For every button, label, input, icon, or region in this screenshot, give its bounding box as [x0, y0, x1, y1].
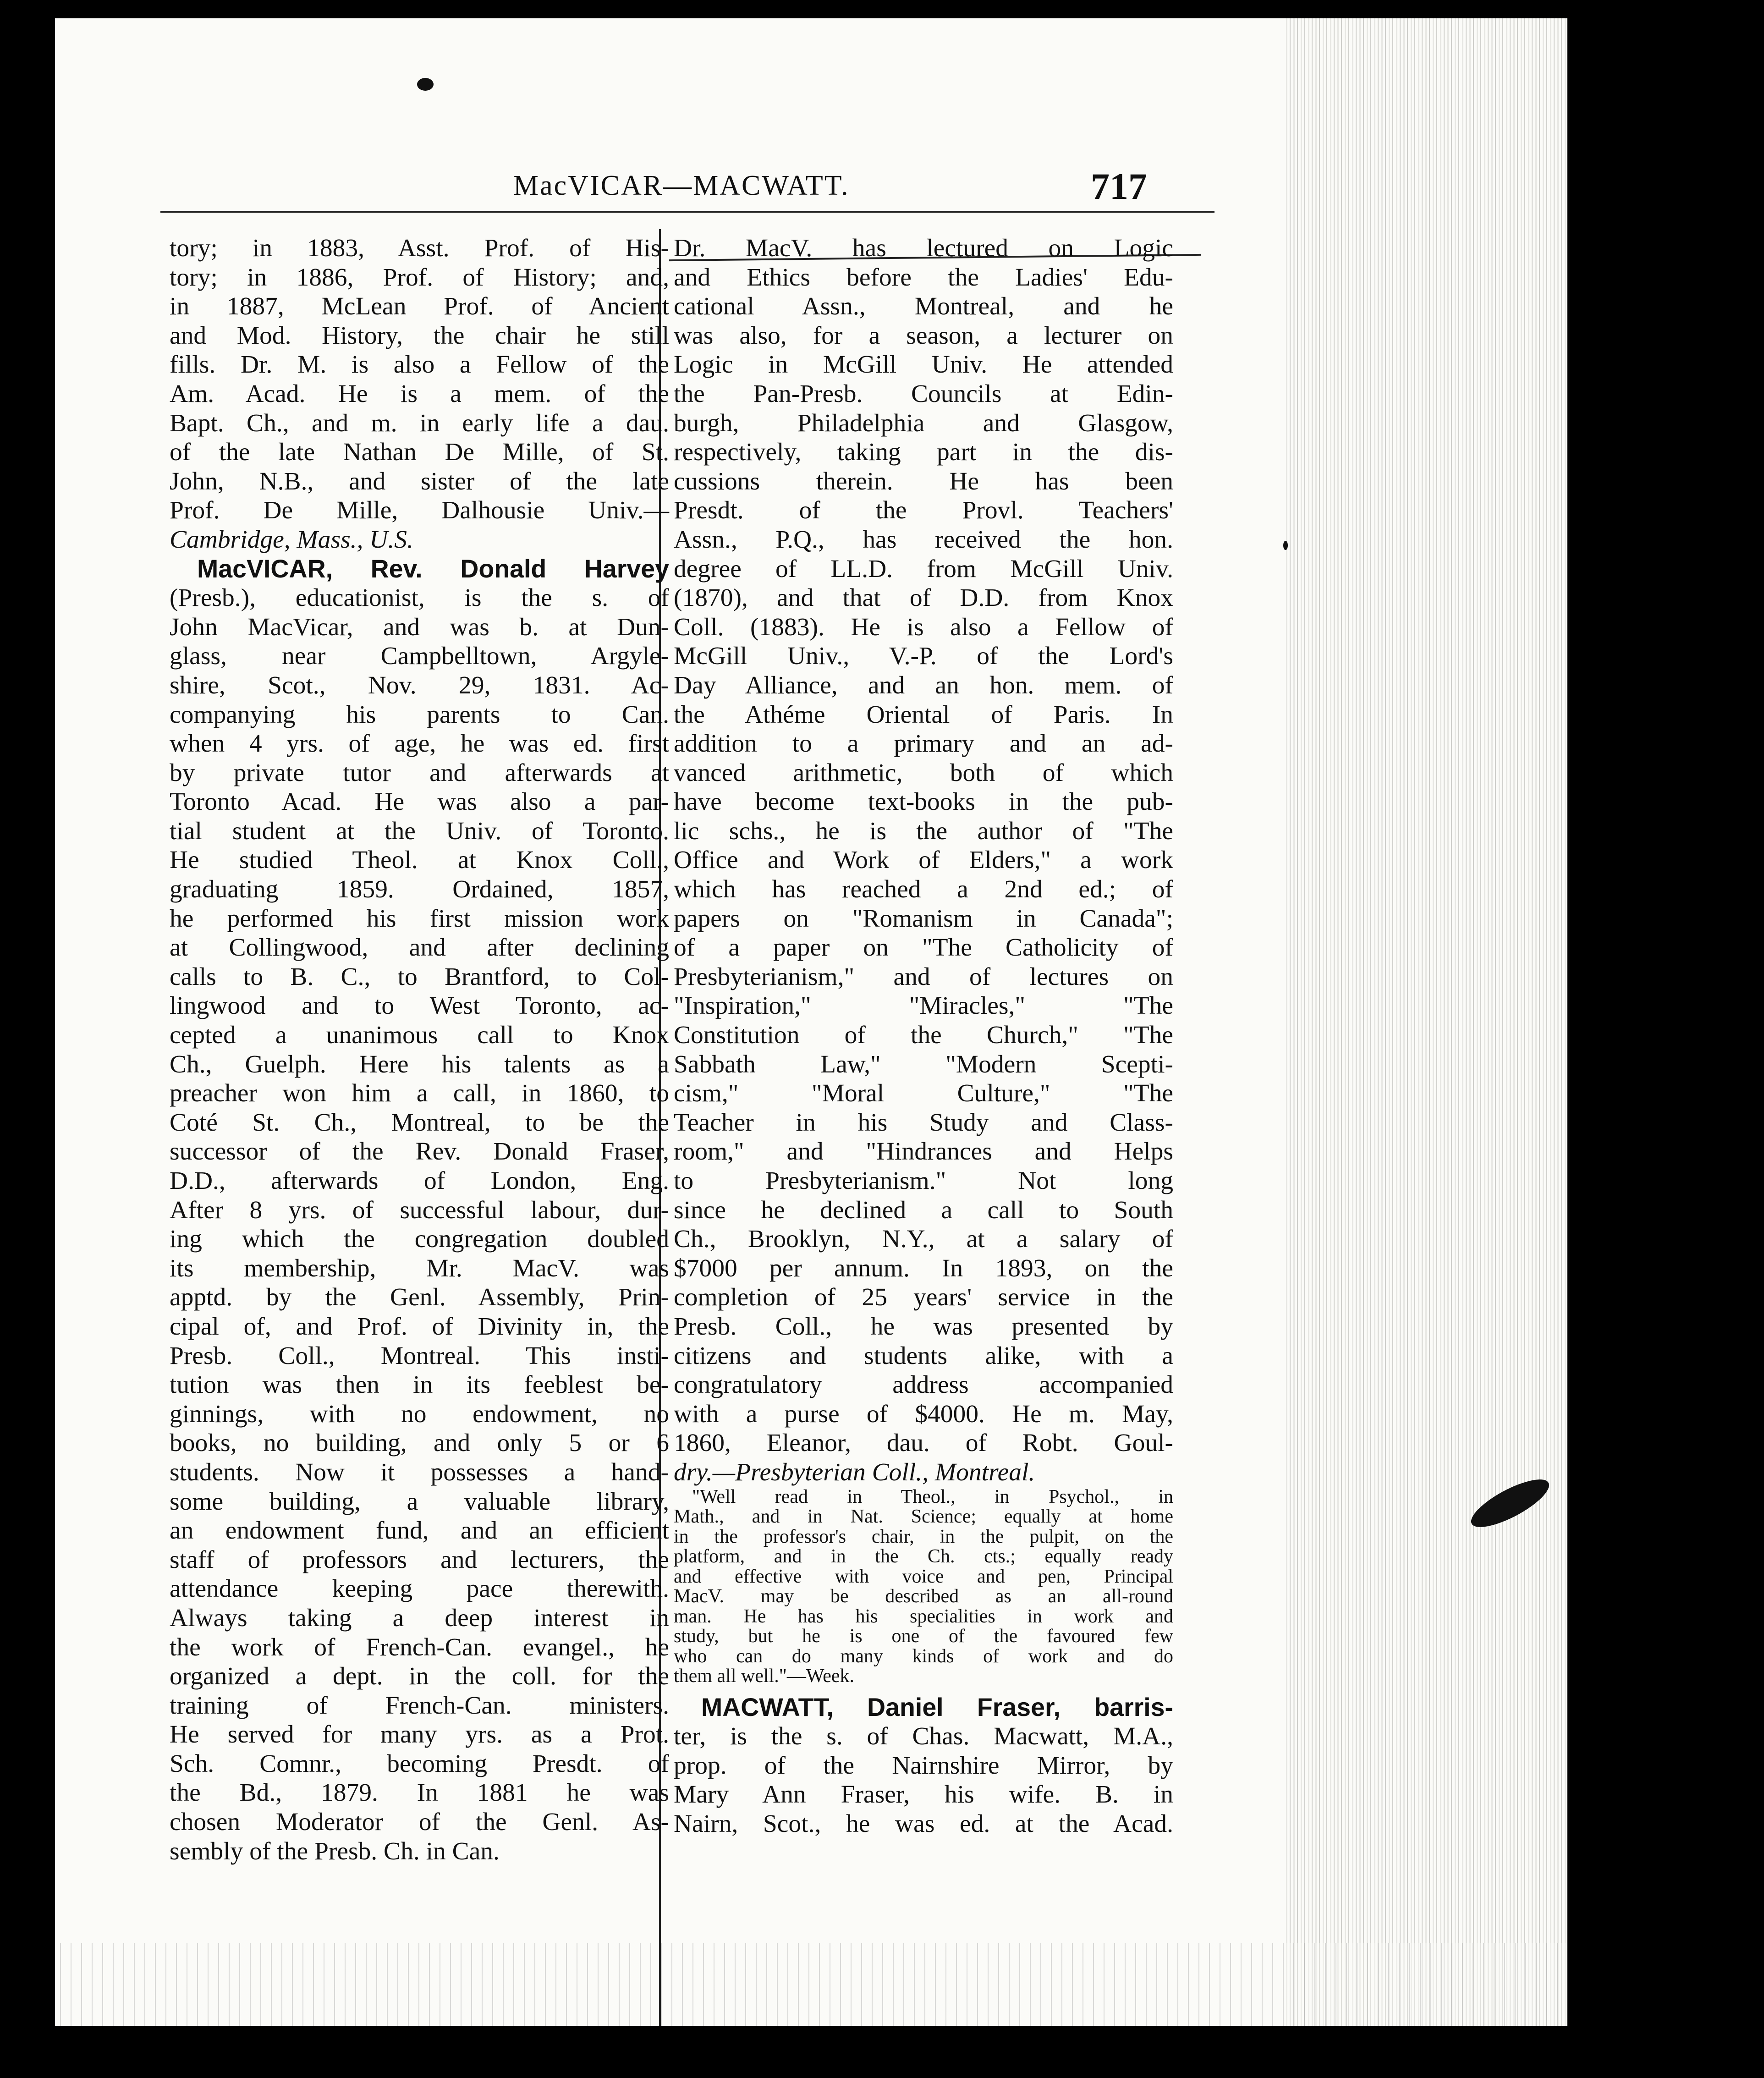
left-line: sembly of the Presb. Ch. in Can. — [170, 1837, 500, 1865]
left-line: its membership, Mr. MacV. was — [170, 1254, 669, 1282]
right-line: respectively, taking part in the dis- — [674, 438, 1173, 467]
left-line: attendance keeping pace therewith. — [170, 1575, 669, 1603]
right-line-source: dry.—Presbyterian Coll., Montreal. — [674, 1458, 1035, 1486]
left-line: John MacVicar, and was b. at Dun- — [170, 613, 669, 641]
ink-speck — [1283, 541, 1288, 550]
left-line: students. Now it possesses a hand- — [170, 1458, 669, 1486]
right-line: (1870), and that of D.D. from Knox — [674, 584, 1173, 612]
header-rule — [160, 211, 1214, 213]
page-number: 717 — [1091, 165, 1147, 207]
right-line: vanced arithmetic, both of which — [674, 759, 1173, 787]
left-line: Bapt. Ch., and m. in early life a dau. — [170, 409, 669, 437]
left-line: Prof. De Mille, Dalhousie Univ.— — [170, 496, 669, 525]
left-line: calls to B. C., to Brantford, to Col- — [170, 962, 669, 991]
quote-line: who can do many kinds of work and do — [674, 1645, 1173, 1667]
left-line: cepted a unanimous call to Knox — [170, 1021, 669, 1050]
quote-line: "Well read in Theol., in Psychol., in — [692, 1486, 1173, 1507]
left-line: when 4 yrs. of age, he was ed. first — [170, 730, 669, 758]
quote-line: man. He has his specialities in work and — [674, 1605, 1173, 1627]
left-line: by private tutor and afterwards at — [170, 759, 669, 787]
left-column — [170, 234, 669, 1866]
left-line: tution was then in its feeblest be- — [170, 1371, 669, 1399]
left-line: staff of professors and lecturers, the — [170, 1545, 669, 1574]
right-line: cational Assn., Montreal, and he — [674, 292, 1173, 321]
left-line: training of French-Can. ministers. — [170, 1691, 669, 1720]
quote-line: in the professor's chair, in the pulpit, on the — [674, 1526, 1173, 1547]
left-line: an endowment fund, and an efficient — [170, 1517, 669, 1545]
book-page — [55, 18, 1567, 2026]
right-line: Presb. Coll., he was presented by — [674, 1312, 1173, 1341]
right-line: McGill Univ., V.-P. of the Lord's — [674, 642, 1173, 671]
right-line: and Ethics before the Ladies' Edu- — [674, 263, 1173, 291]
left-line: Ch., Guelph. Here his talents as a — [170, 1050, 669, 1078]
entry-headword-macvicar: MacVICAR, Rev. Donald Harvey — [197, 554, 669, 583]
left-line: books, no building, and only 5 or 6 — [170, 1429, 669, 1457]
right-line: Assn., P.Q., has received the hon. — [674, 525, 1173, 554]
left-line: ing which the congregation doubled — [170, 1225, 669, 1253]
right-line: burgh, Philadelphia and Glasgow, — [674, 409, 1173, 437]
left-line: John, N.B., and sister of the late — [170, 467, 669, 495]
page-bottom-noise — [55, 1943, 1567, 2026]
left-line: and Mod. History, the chair he still — [170, 321, 669, 350]
left-line: of the late Nathan De Mille, of St. — [170, 438, 669, 467]
left-line: at Collingwood, and after declining — [170, 934, 669, 962]
left-line: shire, Scot., Nov. 29, 1831. Ac- — [170, 671, 669, 699]
left-line: successor of the Rev. Donald Fraser, — [170, 1138, 669, 1166]
right-line: Office and Work of Elders," a work — [674, 846, 1173, 874]
entry-headword-macwatt: MACWATT, Daniel Fraser, barris- — [701, 1693, 1173, 1721]
left-line: Presb. Coll., Montreal. This insti- — [170, 1341, 669, 1370]
left-line: Sch. Comnr., becoming Presdt. of — [170, 1749, 669, 1778]
page-header — [165, 156, 1219, 211]
right-line: since he declined a call to South — [674, 1196, 1173, 1224]
page-edge-shading — [1283, 18, 1567, 2026]
right-line: Constitution of the Church," "The — [674, 1021, 1173, 1050]
left-line: tory; in 1883, Asst. Prof. of His- — [170, 234, 669, 262]
left-line: He studied Theol. at Knox Coll., — [170, 846, 669, 874]
right-line: was also, for a season, a lecturer on — [674, 321, 1173, 350]
left-line: D.D., afterwards of London, Eng. — [170, 1167, 669, 1195]
left-line: cipal of, and Prof. of Divinity in, the — [170, 1312, 669, 1341]
right-line: Day Alliance, and an hon. mem. of — [674, 671, 1173, 699]
left-line: preacher won him a call, in 1860, to — [170, 1079, 669, 1108]
right-line: Presbyterianism," and of lectures on — [674, 962, 1173, 991]
left-line: (Presb.), educationist, is the s. of — [170, 584, 669, 612]
macwatt-entry — [674, 1693, 1173, 1839]
right-line: which has reached a 2nd ed.; of — [674, 875, 1173, 904]
left-line: graduating 1859. Ordained, 1857, — [170, 875, 669, 904]
left-line: organized a dept. in the coll. for the — [170, 1662, 669, 1691]
left-line: Toronto Acad. He was also a par- — [170, 788, 669, 816]
right-line: the Pan-Presb. Councils at Edin- — [674, 379, 1173, 408]
right-line: Logic in McGill Univ. He attended — [674, 351, 1173, 379]
right-line: room," and "Hindrances and Helps — [674, 1138, 1173, 1166]
right-line: $7000 per annum. In 1893, on the — [674, 1254, 1173, 1282]
left-line: lingwood and to West Toronto, ac- — [170, 992, 669, 1020]
right-line: Teacher in his Study and Class- — [674, 1108, 1173, 1137]
left-line: glass, near Campbelltown, Argyle- — [170, 642, 669, 671]
left-line: Coté St. Ch., Montreal, to be the — [170, 1108, 669, 1137]
quote-line: platform, and in the Ch. cts.; equally ready — [674, 1546, 1173, 1567]
left-line: fills. Dr. M. is also a Fellow of the — [170, 351, 669, 379]
right-line: Coll. (1883). He is also a Fellow of — [674, 613, 1173, 641]
right-line: Mary Ann Fraser, his wife. B. in — [674, 1781, 1173, 1809]
left-line: ginnings, with no endowment, no — [170, 1400, 669, 1428]
quote-line: and effective with voice and pen, Principal — [674, 1566, 1173, 1587]
right-line: with a purse of $4000. He m. May, — [674, 1400, 1173, 1428]
ink-blot — [417, 78, 434, 91]
right-line: ter, is the s. of Chas. Macwatt, M.A., — [674, 1722, 1173, 1751]
quote-line: study, but he is one of the favoured few — [674, 1626, 1173, 1647]
left-line: in 1887, McLean Prof. of Ancient — [170, 292, 669, 321]
left-line: the work of French-Can. evangel., he — [170, 1633, 669, 1661]
right-column — [674, 234, 1173, 1839]
right-line: Nairn, Scot., he was ed. at the Acad. — [674, 1809, 1173, 1838]
right-line: cism," "Moral Culture," "The — [674, 1079, 1173, 1108]
right-line: of a paper on "The Catholicity of — [674, 934, 1173, 962]
right-line: citizens and students alike, with a — [674, 1341, 1173, 1370]
right-line: Sabbath Law," "Modern Scepti- — [674, 1050, 1173, 1078]
right-line: lic schs., he is the author of "The — [674, 817, 1173, 845]
quote-line: them all well."—Week. — [674, 1666, 854, 1687]
right-line: addition to a primary and an ad- — [674, 730, 1173, 758]
right-line: cussions therein. He has been — [674, 467, 1173, 495]
right-line: completion of 25 years' service in the — [674, 1283, 1173, 1312]
left-line: Always taking a deep interest in — [170, 1604, 669, 1632]
left-line: He served for many yrs. as a Prot. — [170, 1721, 669, 1749]
left-line: he performed his first mission work — [170, 904, 669, 933]
right-line: have become text-books in the pub- — [674, 788, 1173, 816]
left-line: Am. Acad. He is a mem. of the — [170, 379, 669, 408]
running-head: MacVICAR—MACWATT. — [513, 170, 850, 201]
left-line-source: Cambridge, Mass., U.S. — [170, 525, 413, 554]
left-line: tory; in 1886, Prof. of History; and, — [170, 263, 669, 291]
right-line: prop. of the Nairnshire Mirror, by — [674, 1751, 1173, 1780]
right-line: to Presbyterianism." Not long — [674, 1167, 1173, 1195]
left-line: tial student at the Univ. of Toronto. — [170, 817, 669, 845]
quote-line: MacV. may be described as an all-round — [674, 1586, 1173, 1607]
right-line: the Athéme Oriental of Paris. In — [674, 700, 1173, 729]
right-line: congratulatory address accompanied — [674, 1371, 1173, 1399]
right-line: degree of LL.D. from McGill Univ. — [674, 555, 1173, 583]
quote-line: Math., and in Nat. Science; equally at home — [674, 1506, 1173, 1528]
right-line: Dr. MacV. has lectured on Logic — [674, 234, 1173, 262]
left-line: some building, a valuable library, — [170, 1487, 669, 1516]
left-line: chosen Moderator of the Genl. As- — [170, 1808, 669, 1836]
right-line: papers on "Romanism in Canada"; — [674, 904, 1173, 933]
left-line: the Bd., 1879. In 1881 he was — [170, 1779, 669, 1807]
left-line: companying his parents to Can. — [170, 700, 669, 729]
right-line: "Inspiration," "Miracles," "The — [674, 992, 1173, 1020]
block-quote — [674, 1487, 1173, 1687]
left-line: After 8 yrs. of successful labour, dur- — [170, 1196, 669, 1224]
right-line: 1860, Eleanor, dau. of Robt. Goul- — [674, 1429, 1173, 1457]
right-line: Ch., Brooklyn, N.Y., at a salary of — [674, 1225, 1173, 1253]
left-line: apptd. by the Genl. Assembly, Prin- — [170, 1283, 669, 1312]
right-line: Presdt. of the Provl. Teachers' — [674, 496, 1173, 525]
